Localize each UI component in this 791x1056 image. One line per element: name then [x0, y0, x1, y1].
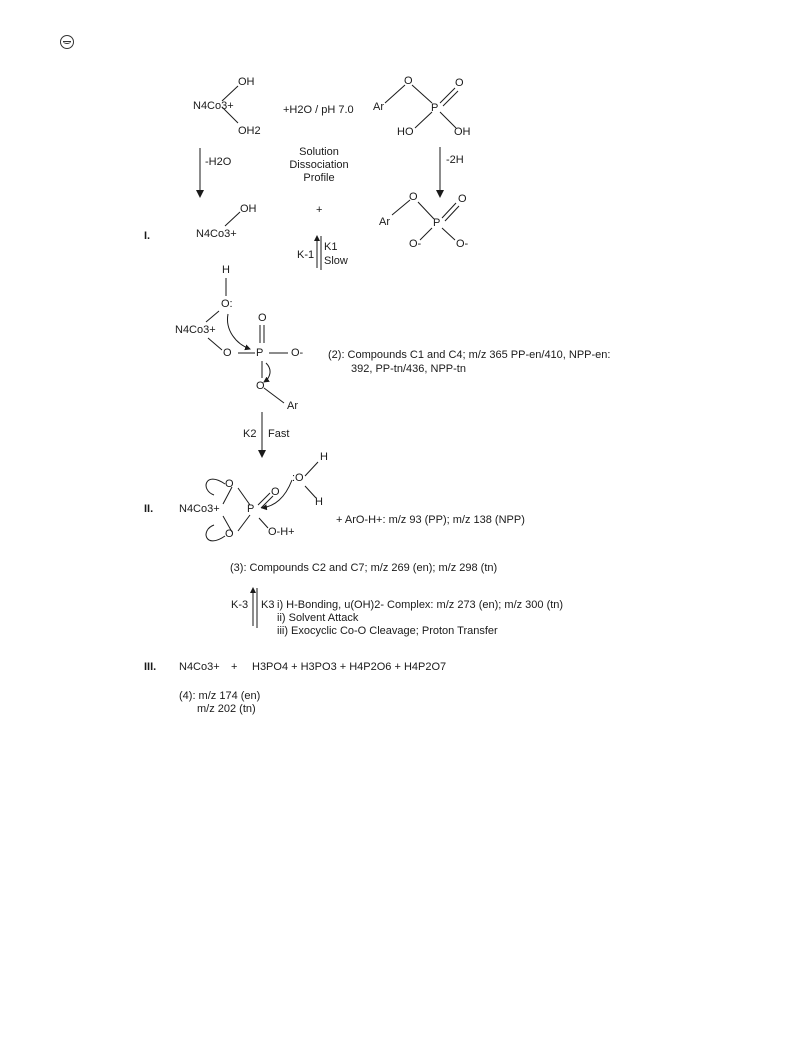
k3-label: K3 [261, 599, 275, 611]
k2-label: K2 [243, 428, 257, 440]
step-two-upper-oxygen: O [225, 478, 234, 490]
deprotonation-label: -2H [446, 154, 464, 166]
step-two-cobalt-complex: N4Co3+ [179, 503, 220, 515]
water-hydrogen-bottom: H [315, 496, 323, 508]
reaction-conditions: +H2O / pH 7.0 [283, 104, 354, 116]
int1-attacking-oxygen: O: [221, 298, 233, 310]
int1-phosphorus: P [256, 347, 264, 359]
n4co-text: N4Co3+ [193, 100, 234, 112]
int1-oxide: O- [291, 347, 304, 359]
k-minus-3-label: K-3 [231, 599, 249, 611]
step-three-numeral: III. [144, 661, 157, 673]
note-4: (4): m/z 174 (en) [179, 690, 261, 702]
dehydration-label: -H2O [205, 156, 232, 168]
step-two-lower-oxygen: O [225, 528, 234, 540]
note-2: (2): Compounds C1 and C4; m/z 365 PP-en/410, NPP-en: [328, 349, 611, 361]
step-two-numeral: II. [144, 503, 154, 515]
note-3: (3): Compounds C2 and C7; m/z 269 (en); m/z 298 (tn) [230, 562, 498, 574]
int1-cobalt-complex: N4Co3+ [175, 324, 216, 336]
step-one-ester-oxygen: O [409, 191, 418, 203]
step-one-plus: + [316, 204, 323, 216]
phosphoryl-oxygen: O [455, 77, 464, 89]
water-oxygen: :O [292, 472, 304, 484]
k-minus-1-label: K-1 [297, 249, 315, 261]
step-two-phosphoryl-oxygen: O [271, 486, 280, 498]
step-three-cobalt-complex: N4Co3+ [179, 661, 220, 673]
step-three-plus: + [231, 661, 238, 673]
cobalt-complex-label [193, 100, 234, 113]
phosphorus-atom: P [431, 102, 439, 114]
step-one-phosphoryl-oxygen: O [458, 193, 467, 205]
step-one-numeral: I. [144, 230, 151, 242]
aqua-ligand: OH2 [238, 125, 261, 137]
hydroxyl-left: HO [397, 126, 414, 138]
step-one-oxide-right: O- [456, 238, 469, 250]
step-one-phosphorus: P [433, 217, 441, 229]
dissociation-profile-label: Solution Dissociation Profile [289, 146, 349, 184]
phosphorus-oxoacid-products: H3PO4 + H3PO3 + H4P2O6 + H4P2O7 [252, 661, 447, 673]
fast-label: Fast [268, 428, 290, 440]
hydroxyl-right: OH [454, 126, 471, 138]
step-one-oxide-left: O- [409, 238, 422, 250]
note-2-continued: 392, PP-tn/436, NPP-tn [351, 363, 466, 375]
int1-hydrogen: H [222, 264, 230, 276]
water-hydrogen-top: H [320, 451, 328, 463]
int1-aryl: Ar [287, 400, 298, 412]
step-two-phosphorus: P [247, 503, 255, 515]
slow-label: Slow [324, 255, 348, 267]
hydroxo-ligand: OH [238, 76, 255, 88]
aryloxide-product: + ArO-H+: m/z 93 (PP); m/z 138 (NPP) [336, 514, 525, 526]
int1-bridging-oxygen: O [223, 347, 232, 359]
mechanism-step-1: i) H-Bonding, u(OH)2- Complex: m/z 273 (en); m/z 300 (tn) [277, 599, 564, 611]
int1-phosphoryl-oxygen: O [258, 312, 267, 324]
note-4-continued: m/z 202 (tn) [197, 703, 256, 715]
protonated-oxygen: O-H+ [268, 526, 295, 538]
step-one-aryl: Ar [379, 216, 390, 228]
ester-oxygen: O [404, 75, 413, 87]
k1-label: K1 [324, 241, 338, 253]
mechanism-step-2: ii) Solvent Attack [277, 612, 359, 624]
step-one-hydroxo: OH [240, 203, 257, 215]
step-one-cobalt-complex: N4Co3+ [196, 228, 237, 240]
aryl-group: Ar [373, 101, 384, 113]
int1-ester-oxygen: O [256, 380, 265, 392]
mechanism-step-3: iii) Exocyclic Co-O Cleavage; Proton Transfer [277, 625, 498, 637]
